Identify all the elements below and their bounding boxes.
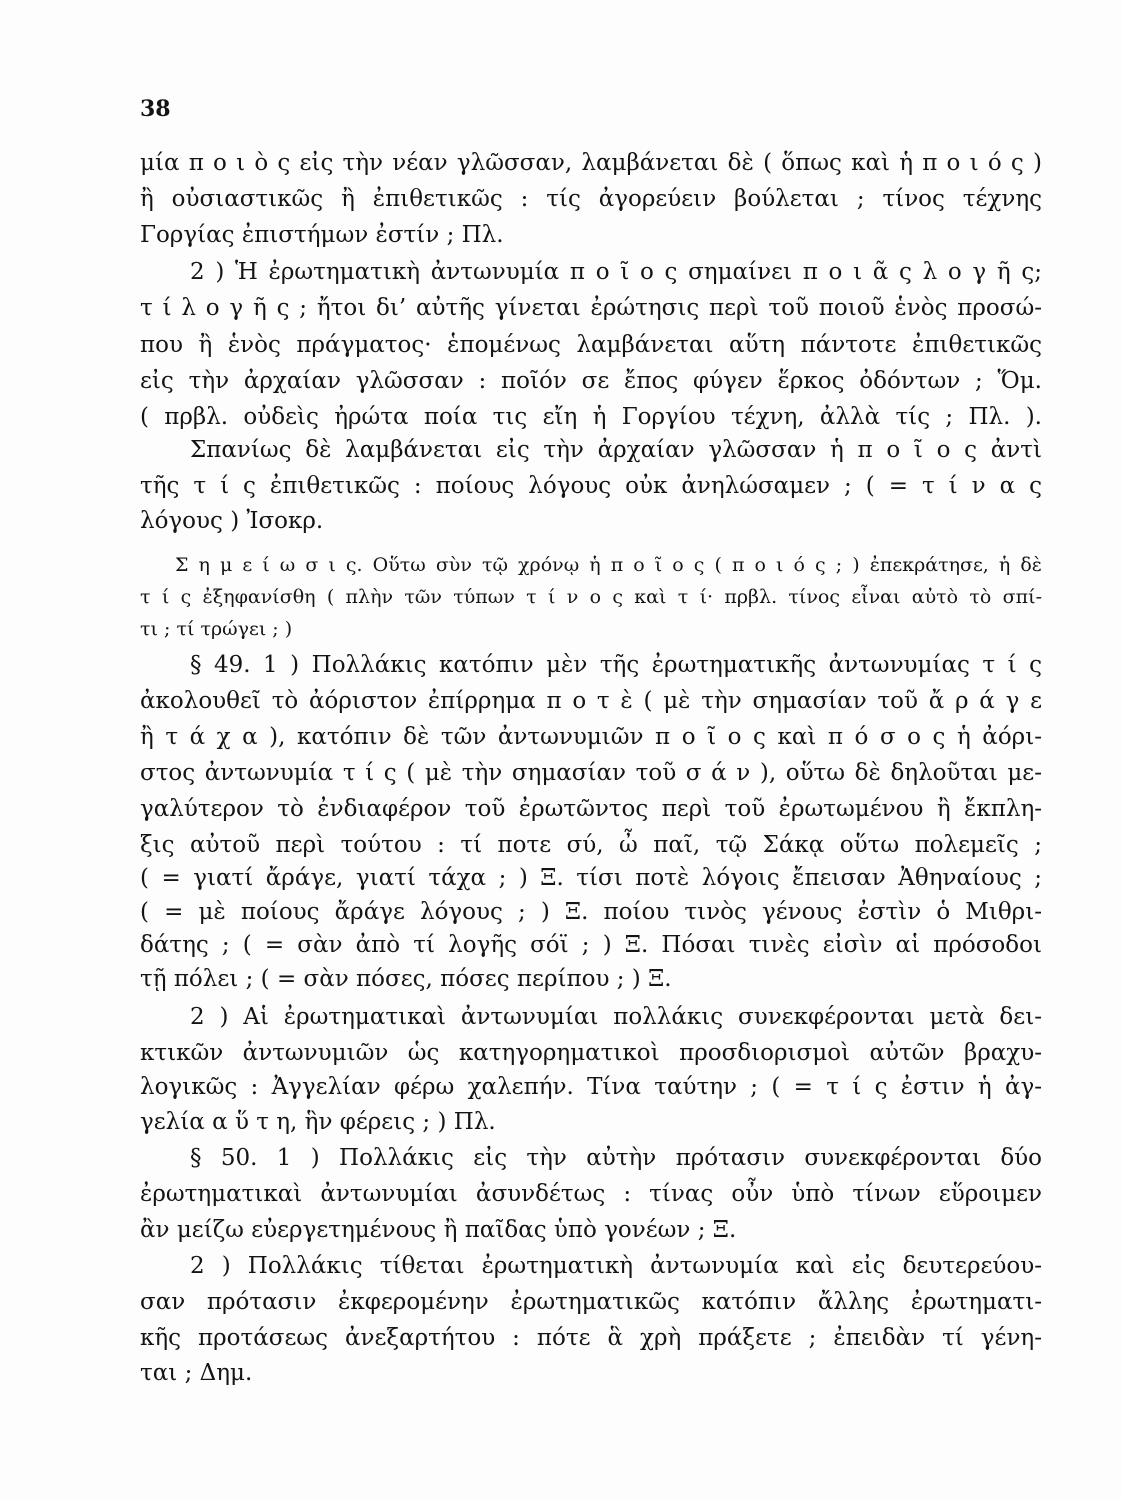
text-line: ἀκολουθεῖ τὸ ἀόριστον ἐπίρρημα π ο τ ὲ ( μὲ τὴν σημασίαν τοῦ ἄ ρ ά γ ε [140, 688, 1042, 714]
text-line: ( πρβλ. οὐδεὶς ἠρώτα ποία τις εἴη ἡ Γοργίου τέχνη, ἀλλὰ τίς ; Πλ. ). [140, 404, 1042, 430]
section-50-line: § 50. 1 ) Πολλάκις εἰς τὴν αὐτὴν πρότασιν συνεκφέρονται δύο [190, 1145, 1042, 1171]
text-line: τῆς τ ί ς ἐπιθετικῶς : ποίους λόγους οὐκ ἀνηλώσαμεν ; ( = τ ί ν α ς [140, 473, 1042, 499]
text-line: Σπανίως δὲ λαμβάνεται εἰς τὴν ἀρχαίαν γλῶσσαν ἡ π ο ῖ ο ς ἀντὶ [190, 437, 1042, 463]
text-line: στος ἀντωνυμία τ ί ς ( μὲ τὴν σημασίαν τοῦ σ ά ν ), οὕτω δὲ δηλοῦται με- [140, 760, 1042, 786]
text-line: ἢ οὐσιαστικῶς ἢ ἐπιθετικῶς : τίς ἀγορεύειν βούλεται ; τίνος τέχνης [140, 186, 1042, 212]
text-line: 2 ) Αἱ ἐρωτηματικαὶ ἀντωνυμίαι πολλάκις συνεκφέρονται μετὰ δει- [190, 1004, 1042, 1030]
text-line: που ἢ ἑνὸς πράγματος· ἑπομένως λαμβάνεται αὕτη πάντοτε ἐπιθετικῶς [140, 332, 1042, 358]
note-line: Σ η μ ε ί ω σ ι ς. Οὕτω σὺν τῷ χρόνῳ ἡ π ο ῖ ο ς ( π ο ι ό ς ; ) ἐπεκράτησε, ἡ δὲ [175, 554, 1042, 576]
text-line: τ ί λ ο γ ῆ ς ; ἤτοι δι’ αὐτῆς γίνεται ἐρώτησις περὶ τοῦ ποιοῦ ἑνὸς προσώ- [140, 295, 1042, 321]
text-line: ἢ τ ά χ α ), κατόπιν δὲ τῶν ἀντωνυμιῶν π ο ῖ ο ς καὶ π ό σ ο ς ἡ ἀόρι- [140, 724, 1042, 750]
text-line: ( = γιατί ἄράγε, γιατί τάχα ; ) Ξ. τίσι ποτὲ λόγοις ἔπεισαν Ἀθηναίους ; [140, 865, 1042, 891]
note-line: τι ; τί τρώγει ; ) [140, 618, 293, 640]
text-line: γελία α ὕ τ η, ἣν φέρεις ; ) Πλ. [140, 1109, 496, 1135]
text-line: μία π ο ι ὸ ς εἰς τὴν νέαν γλῶσσαν, λαμβάνεται δὲ ( ὅπως καὶ ἡ π ο ι ό ς ) [140, 150, 1042, 176]
text-line: 2 ) Ἡ ἐρωτηματικὴ ἀντωνυμία π ο ῖ ο ς σημαίνει π ο ι ᾶ ς λ ο γ ῆ ς; [190, 259, 1042, 285]
text-line: κῆς προτάσεως ἀνεξαρτήτου : πότε ἃ χρὴ πράξετε ; ἐπειδὰν τί γένη- [140, 1325, 1042, 1351]
page-number: 38 [140, 96, 171, 122]
text-line: Γοργίας ἐπιστήμων ἐστίν ; Πλ. [140, 222, 504, 248]
text-line: ται ; Δημ. [140, 1360, 253, 1386]
text-line: ξις αὐτοῦ περὶ τούτου : τί ποτε σύ, ὦ παῖ, τῷ Σάκᾳ οὕτω πολεμεῖς ; [140, 832, 1042, 858]
note-line: τ ί ς ἐξηφανίσθη ( πλὴν τῶν τύπων τ ί ν ο ς καὶ τ ί· πρβλ. τίνος εἶναι αὐτὸ τὸ σπί- [140, 586, 1042, 608]
text-line: δάτης ; ( = σὰν ἀπὸ τί λογῆς σόϊ ; ) Ξ. Πόσαι τινὲς εἰσὶν αἱ πρόσοδοι [140, 932, 1042, 958]
text-line: ἐρωτηματικαὶ ἀντωνυμίαι ἀσυνδέτως : τίνας οὖν ὑπὸ τίνων εὕροιμεν [140, 1181, 1042, 1207]
text-line: ἂν μείζω εὐεργετημένους ἢ παῖδας ὑπὸ γονέων ; Ξ. [140, 1217, 737, 1243]
text-line: εἰς τὴν ἀρχαίαν γλῶσσαν : ποῖόν σε ἔπος φύγεν ἕρκος ὀδόντων ; Ὅμ. [140, 368, 1042, 394]
text-line: 2 ) Πολλάκις τίθεται ἐρωτηματικὴ ἀντωνυμία καὶ εἰς δευτερεύου- [190, 1253, 1042, 1279]
text-line: λογικῶς : Ἀγγελίαν φέρω χαλεπήν. Τίνα ταύτην ; ( = τ ί ς ἐστιν ἡ ἀγ- [140, 1074, 1042, 1100]
section-49-line: § 49. 1 ) Πολλάκις κατόπιν μὲν τῆς ἐρωτηματικῆς ἀντωνυμίας τ ί ς [190, 652, 1042, 678]
text-line: τῇ πόλει ; ( = σὰν πόσες, πόσες περίπου ; ) Ξ. [140, 966, 672, 992]
text-line: σαν πρότασιν ἐκφερομένην ἐρωτηματικῶς κατόπιν ἄλλης ἐρωτηματι- [140, 1289, 1042, 1315]
text-line: ( = μὲ ποίους ἄράγε λόγους ; ) Ξ. ποίου τινὸς γένους ἐστὶν ὁ Μιθρι- [140, 899, 1042, 925]
text-line: γαλύτερον τὸ ἐνδιαφέρον τοῦ ἐρωτῶντος περὶ τοῦ ἐρωτωμένου ἢ ἔκπλη- [140, 796, 1042, 822]
text-line: λόγους ) Ἰσοκρ. [140, 508, 324, 534]
text-line: κτικῶν ἀντωνυμιῶν ὡς κατηγορηματικοὶ προσδιορισμοὶ αὐτῶν βραχυ- [140, 1040, 1042, 1066]
